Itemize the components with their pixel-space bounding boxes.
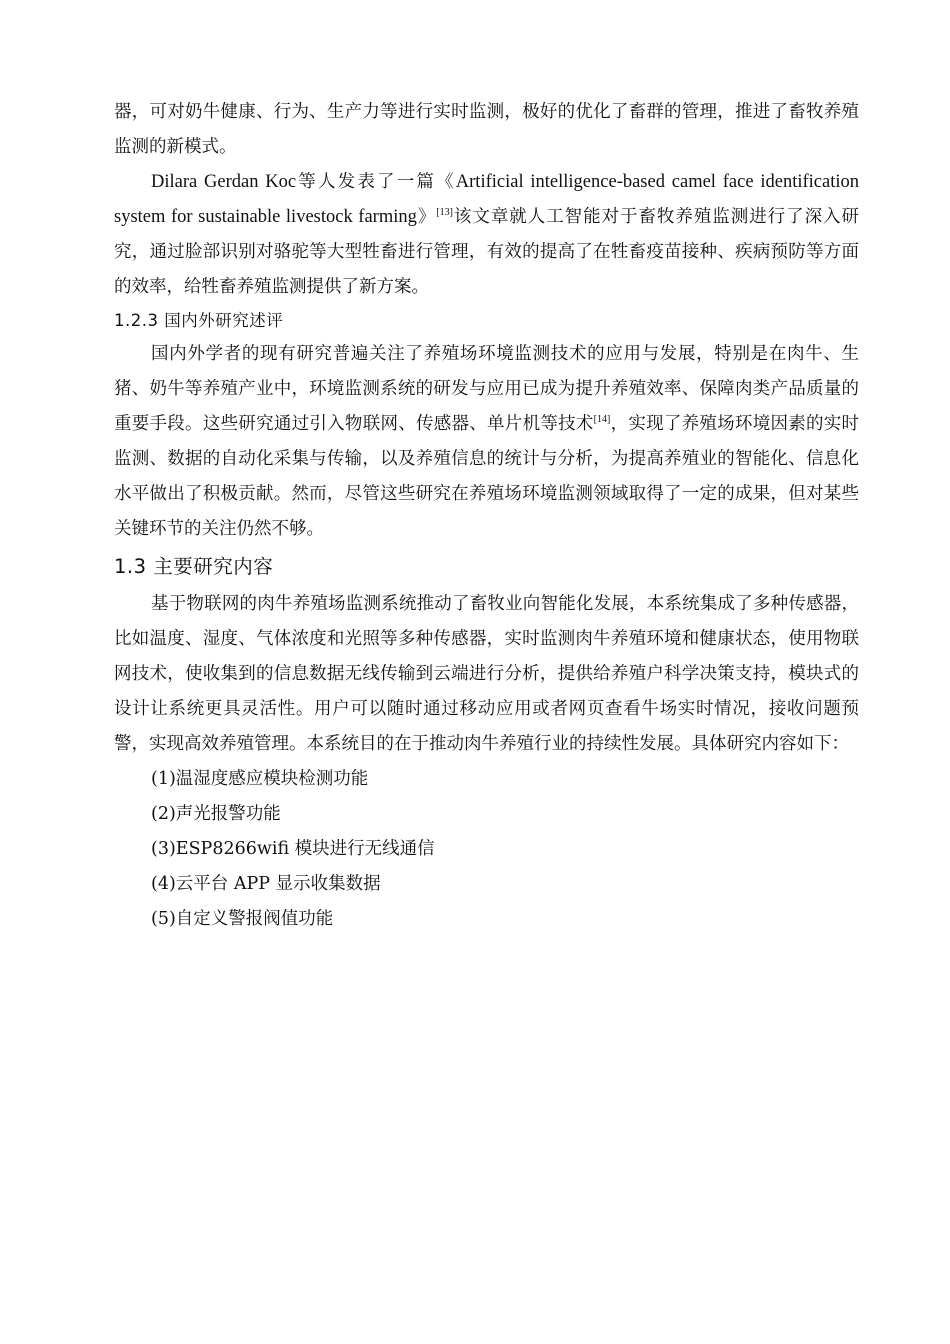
paragraph-review — [114, 337, 859, 547]
koc-close: 》 — [416, 207, 437, 227]
heading-1-2-3: 1.2.3 国内外研究述评 — [114, 311, 284, 330]
research-content-list — [114, 762, 859, 937]
review-part-b: ，实现了养殖场环境因素的实时监测、数据的自动化采集与传输，以及养殖信息的统计与分析，为提高养殖业的智能化、信息化水平做出了积极贡献。然而，尽管这些研究在养殖场环境监测领域取得了一定的成果，但对某些关键环节的关注仍然不够。 — [114, 414, 860, 539]
list-item: (5)自定义警报阀值功能 — [151, 909, 334, 929]
koc-lead: 等人发表了一篇《 — [296, 172, 456, 192]
review-part-a: 国内外学者的现有研究普遍关注了养殖场环境监测技术的应用与发展，特别是在肉牛、生猪、奶牛等养殖产业中，环境监测系统的研发与应用已成为提升养殖效率、保障肉类产品质量的重要手段。这些研究通过引入物联网、传感器、单片机等技术 — [114, 344, 859, 434]
heading-1-3: 1.3 主要研究内容 — [114, 555, 274, 578]
list-item: (2)声光报警功能 — [151, 804, 281, 824]
paragraph-continued: 器，可对奶牛健康、行为、生产力等进行实时监测，极好的优化了畜群的管理，推进了畜牧养殖监测的新模式。 — [114, 102, 859, 157]
document-page — [114, 95, 859, 937]
article-title: Artificial intelligence-based camel face identification system for sustainable livestock farming — [114, 172, 859, 227]
citation-14: [14] — [593, 414, 611, 425]
list-item: (3)ESP8266wifi 模块进行无线通信 — [151, 839, 435, 859]
koc-rest: 该文章就人工智能对于畜牧养殖监测进行了深入研究，通过脸部识别对骆驼等大型牲畜进行管理，有效的提高了在牲畜疫苗接种、疾病预防等方面的效率，给牲畜养殖监测提供了新方案。 — [114, 207, 860, 297]
list-item: (4)云平台 APP 显示收集数据 — [151, 874, 381, 894]
list-item: (1)温湿度感应模块检测功能 — [151, 769, 369, 789]
paragraph-main-content: 基于物联网的肉牛养殖场监测系统推动了畜牧业向智能化发展，本系统集成了多种传感器，比如温度、湿度、气体浓度和光照等多种传感器，实时监测肉牛养殖环境和健康状态，使用物联网技术，使收集到的信息数据无线传输到云端进行分析，提供给养殖户科学决策支持，模块式的设计让系统更具灵活性。用户可以随时通过移动应用或者网页查看牛场实时情况，接收问题预警，实现高效养殖管理。本系统目的在于推动肉牛养殖行业的持续性发展。具体研究内容如下： — [114, 594, 859, 754]
paragraph-koc — [114, 165, 859, 305]
author-name: Dilara Gerdan Koc — [151, 172, 297, 192]
citation-13: [13] — [436, 207, 453, 218]
